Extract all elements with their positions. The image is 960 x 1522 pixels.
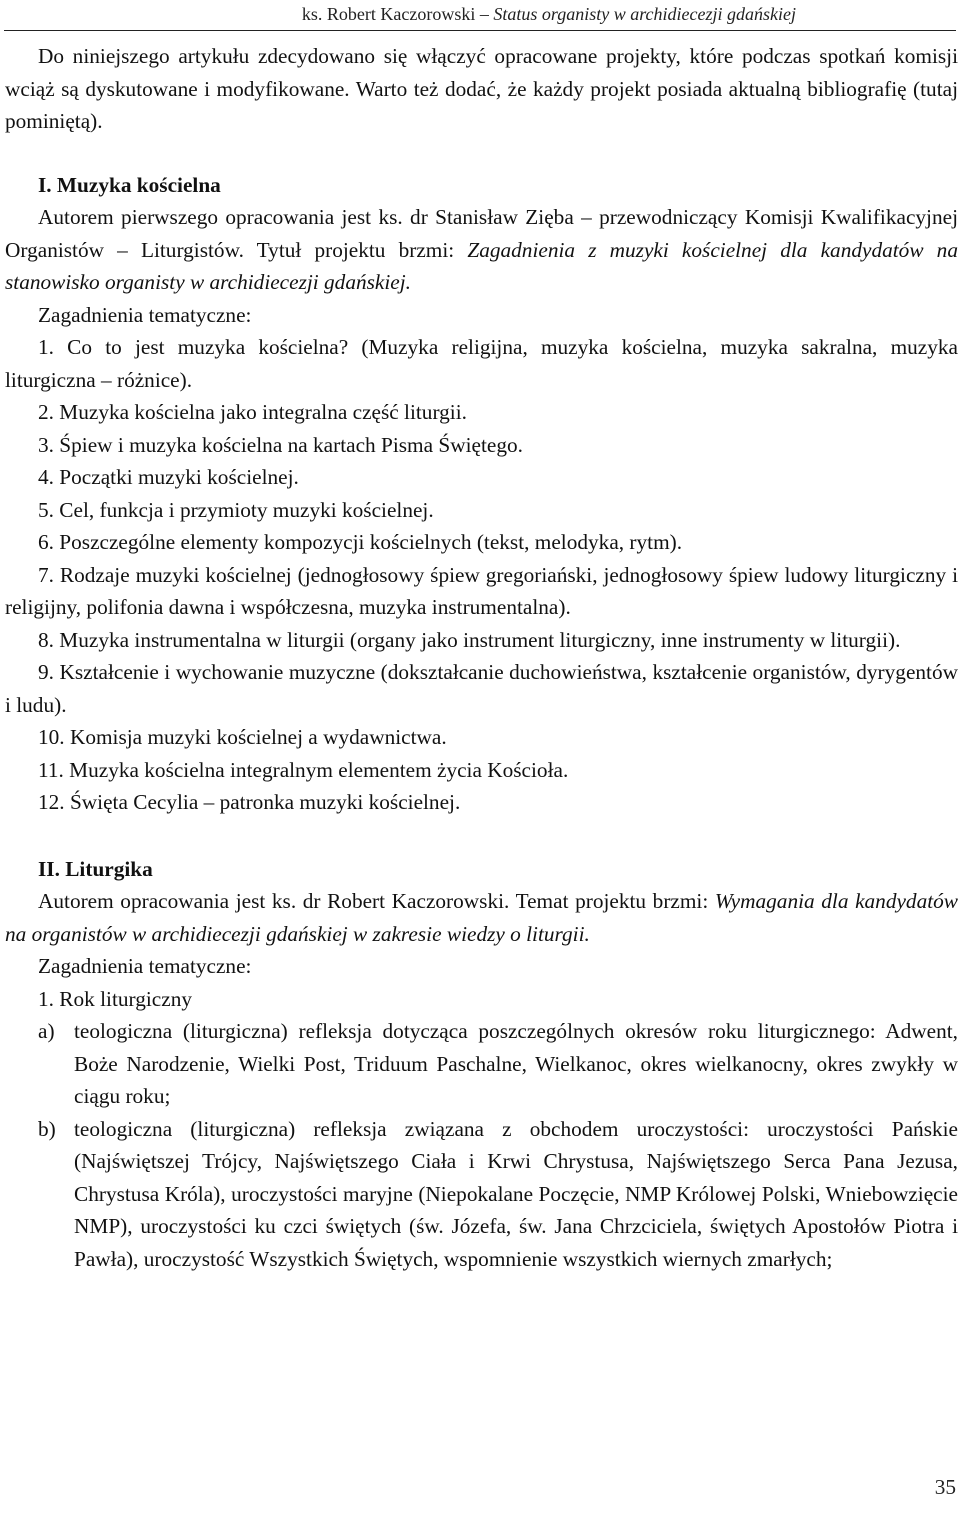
intro-paragraph: Do niniejszego artykułu zdecydowano się włączyć opracowane projekty, które podczas spotkań komisji wciąż są dyskutowane i modyfikowane. Warto też dodać, że każdy projekt posiada aktualną bibliografię (tutaj pominiętą). (5, 44, 958, 133)
section-1-topics-label: Zagadnienia tematyczne: (38, 302, 252, 327)
topic-item: 11. Muzyka kościelna integralnym elementem życia Kościoła. (38, 757, 569, 782)
section-1-title: I. Muzyka kościelna (38, 172, 221, 197)
section-2-project-title: Wymagania dla kandydatów na organistów w archidiecezji gdańskiej w zakresie wiedzy o liturgii. (5, 889, 958, 946)
topic-item: 10. Komisja muzyki kościelnej a wydawnictwa. (38, 725, 447, 749)
topic-item: 1. Co to jest muzyka kościelna? (Muzyka religijna, muzyka kościelna, muzyka sakralna, muzyka liturgiczna – różnice). (5, 335, 958, 392)
topic-item: 3. Śpiew i muzyka kościelna na kartach Pisma Świętego. (38, 432, 523, 457)
section-2-topics-label: Zagadnienia tematyczne: (38, 954, 252, 978)
topic-item: 7. Rodzaje muzyki kościelnej (jednogłosowy śpiew gregoriański, jednogłosowy śpiew ludowy liturgiczny i religijny, polifonia dawna i współczesna, muzyka instrumentalna). (5, 562, 958, 619)
topic-item: 9. Kształcenie i wychowanie muzyczne (dokształcanie duchowieństwa, kształcenie organistów, dyrygentów i ludu). (5, 660, 958, 717)
topic-item: 5. Cel, funkcja i przymioty muzyki kościelnej. (38, 497, 434, 522)
section-1-topic-list (5, 331, 958, 819)
section-1-project-title: Zagadnienia z muzyki kościelnej dla kandydatów na stanowisko organisty w archidiecezji gdańskiej. (5, 237, 958, 294)
topic-item: 2. Muzyka kościelna jako integralna część liturgii. (38, 400, 467, 424)
topic-item: 4. Początki muzyki kościelnej. (38, 465, 299, 489)
topic-item: 6. Poszczególne elementy kompozycji kościelnych (tekst, melodyka, rytm). (38, 530, 683, 554)
topic-item-rok-liturgiczny: 1. Rok liturgiczny (38, 986, 192, 1011)
section-1-description (5, 201, 958, 299)
running-head (302, 4, 796, 25)
header-rule (4, 30, 956, 31)
running-head-title: Status organisty w archidiecezji gdańskiej (493, 4, 796, 24)
sub-item-b (5, 1113, 958, 1276)
sub-item-text: teologiczna (liturgiczna) refleksja związana z obchodem uroczystości: uroczystości Pańskie (Najświętszej Trójcy, Najświętszego Ciała i Krwi Chrystusa, Najświętszego Serca Pana Jezusa, Chrystusa Króla), uroczystości maryjne (Niepokalane Poczęcie, NMP Królowej Polski, Wniebowzięcie NMP), uroczystości ku czci świętych (św. Józefa, św. Jana Chrzciciela, świętych Apostołów Piotra i Pawła), uroczystość Wszystkich Świętych, wspomnienie wszystkich wiernych zmarłych; (74, 1116, 958, 1271)
section-2-title: II. Liturgika (38, 856, 153, 881)
topic-item: 12. Święta Cecylia – patronka muzyki kościelnej. (38, 790, 461, 814)
sub-item-text: teologiczna (liturgiczna) refleksja dotycząca poszczególnych okresów roku liturgicznego: Adwent, Boże Narodzenie, Wielki Post, Triduum Paschalne, Wielkanoc, okres wielkanocny, okres zwykły w ciągu roku; (74, 1019, 958, 1108)
section-2-author-text: Autorem opracowania jest ks. dr Robert Kaczorowski. Temat projektu brzmi: (38, 889, 715, 913)
section-2-description (5, 885, 958, 950)
section-1-author-text: Autorem pierwszego opracowania jest ks. dr Stanisław Zięba – przewodniczący Komisji Kwalifikacyjnej Organistów – Liturgistów. Tytuł projektu brzmi: (5, 205, 958, 262)
sub-item-marker: a) (38, 1019, 55, 1043)
running-head-author: ks. Robert Kaczorowski – (301, 4, 494, 24)
sub-item-a (5, 1015, 958, 1113)
page-number: 35 (934, 1475, 956, 1499)
page-content (5, 40, 958, 1275)
sub-item-marker: b) (38, 1116, 56, 1141)
topic-item: 8. Muzyka instrumentalna w liturgii (organy jako instrument liturgiczny, inne instrumenty w liturgii). (38, 627, 901, 652)
